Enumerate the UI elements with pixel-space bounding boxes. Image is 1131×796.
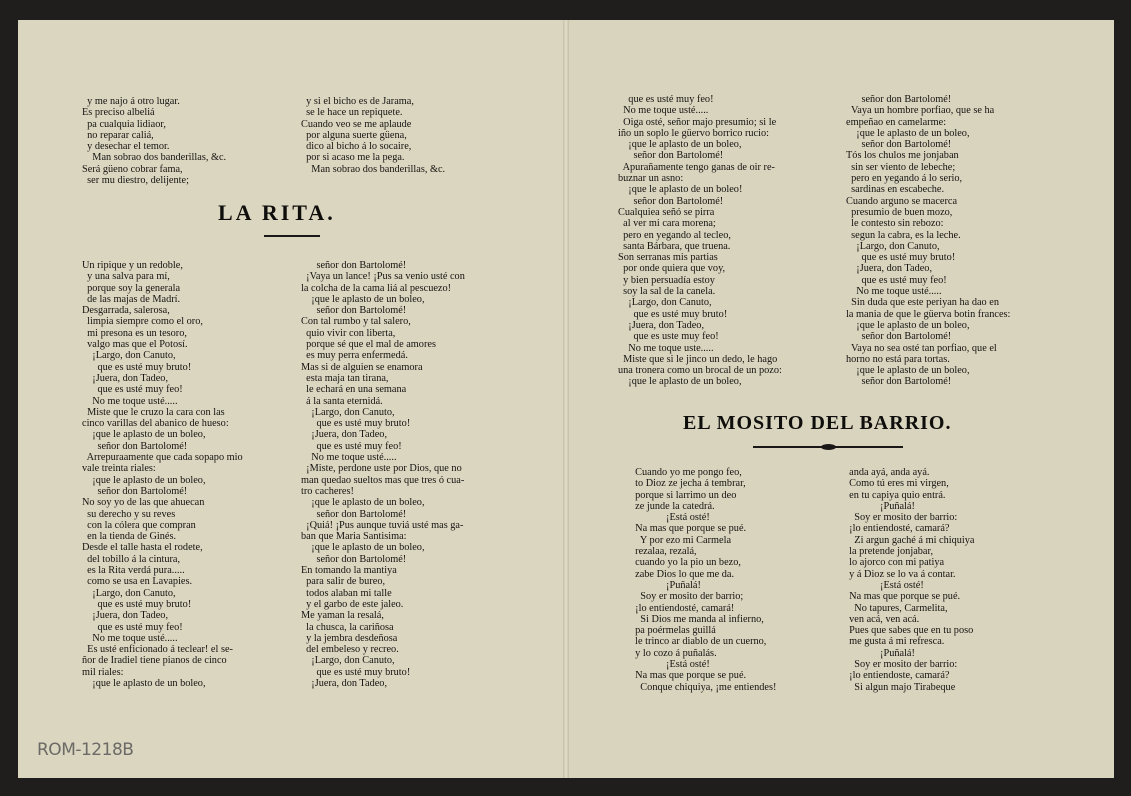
verse-line: Pues que sabes que en tu poso [844,625,974,637]
left-col1-verse [82,260,243,689]
verse-line: por alguna suerte güena, [301,129,407,141]
verse-line: to Dioz ze jecha á tembrar, [630,478,746,490]
right-col1-top-verse [618,94,782,388]
verse-line: Soy er mosito der barrio: [844,512,958,524]
verse-line: ¡que le aplasto de un boleo! [618,184,743,196]
verse-line: Sin duda que este periyan ha dao en [846,297,999,309]
verse-line: ¡Vaya un lance! ¡Pus sa venio usté con [301,271,465,283]
verse-line: valgo mas que el Potosí. [82,339,188,351]
verse-line: Desgarrada, salerosa, [82,305,170,317]
verse-line: sardinas en escabeche. [846,184,945,196]
verse-line: sin ser viento de lebeche; [846,161,956,173]
verse-line: vale treinta riales: [82,463,156,475]
verse-line: ¡que le aplasto de un boleo, [301,497,425,509]
verse-line: lo ajorco con mi patiya [844,557,945,569]
verse-line: ¡Largo, don Canuto, [82,350,176,362]
verse-line: y bien persuadía estoy [618,274,715,286]
verse-line: Y por ezo mi Carmela [630,534,732,546]
verse-line: y una salva para mí, [82,271,170,283]
verse-line: se le hace un repiquete. [301,107,403,119]
verse-line: ¡Juera, don Tadeo, [82,372,169,384]
verse-line: rezalaa, rezalá, [630,546,697,558]
verse-line: ¡lo entiendosté, camará! [630,602,735,614]
verse-line: Desde el talle hasta el rodete, [82,542,203,554]
verse-line: mil riales: [82,666,124,678]
right-col2-verse [844,467,974,693]
title-rule-left [264,235,320,237]
verse-line: iño un soplo le güervo borrico rucio: [618,127,769,139]
verse-line: en tu capiya quio entrá. [844,489,946,501]
verse-line: que es usté muy bruto! [82,361,192,373]
verse-line: una tronera como un brocal de un pozo: [618,365,782,377]
verse-line: me gusta á mi refresca. [844,636,945,648]
verse-line: ¡Juera, don Tadeo, [618,319,705,331]
verse-line: ser mu diestro, delijente; [82,175,189,187]
verse-line: para salir de bureo, [301,576,386,588]
verse-line: pa cualquia lidiaor, [82,118,166,130]
verse-line: y el garbo de este jaleo. [301,598,404,610]
verse-line: zabe Dios lo que me da. [630,568,735,580]
verse-line: ¡lo entiendosté, camará? [844,523,950,535]
verse-line: que es usté muy feo! [82,621,183,633]
verse-line: quio vivir con liberta, [301,327,396,339]
verse-line: Es usté enficionado á teclear! el se- [82,644,233,656]
verse-line: Soy er mosito der barrio: [844,659,958,671]
verse-line: esta maja tan tirana, [301,372,389,384]
verse-line: pero en yegando al tecleo, [618,229,731,241]
verse-line: cuando yo la pio un bezo, [630,557,741,569]
verse-line: dico al bicho á lo socaire, [301,141,412,153]
verse-line: Mas si de alguien se enamora [301,361,423,373]
verse-line: porque soy la generala [82,282,181,294]
verse-line: y si el bicho es de Jarama, [301,96,414,107]
verse-line: ¡que le aplasto de un boleo, [846,127,970,139]
verse-line: mi presona es un tesoro, [82,327,187,339]
verse-line: Cualquiea señó se pirra [618,206,715,218]
verse-line: y me najo á otro lugar. [82,96,180,107]
verse-line: en la tienda de Ginés. [82,531,177,543]
verse-line: porque sé que el mal de amores [301,339,436,351]
verse-line: señor don Bartolomé! [82,440,188,452]
verse-line: señor don Bartolomé! [618,150,724,162]
verse-line: y desechar el temor. [82,141,170,153]
verse-line: No me toque usté..... [82,632,178,644]
verse-line: ven acá, ven acá. [844,613,920,625]
el-mosito-title: EL MOSITO DEL BARRIO. [683,412,952,434]
verse-line: le echará en una semana [301,384,407,396]
verse-line: Conque chiquiya, ¡me entiendes! [630,681,777,693]
verse-line: señor don Bartolomé! [301,553,407,565]
verse-line: Si algun majo Tirabeque [844,681,956,693]
verse-line: que es usté muy bruto! [301,418,411,430]
verse-line: ¡Largo, don Canuto, [301,406,395,418]
verse-line: que es usté muy bruto! [618,308,728,320]
verse-line: ¡Está osté! [630,659,710,671]
verse-line: ¡que le aplasto de un boleo, [82,677,206,689]
verse-line: ¡que le aplasto de un boleo, [618,376,742,388]
verse-line: que es usté muy bruto! [82,598,192,610]
verse-line: como se usa en Lavapies. [82,576,193,588]
verse-line: Zi argun gaché á mi chiquiya [844,534,975,546]
verse-line: y la jembra desdeñosa [301,632,398,644]
verse-line: anda ayá, anda ayá. [844,467,930,478]
verse-line: segun la cabra, es la leche. [846,229,961,241]
verse-line: ¡Largo, don Canuto, [618,297,712,309]
verse-line: presumio de buen mozo, [846,206,953,218]
verse-line: No me toque uste..... [618,342,714,354]
page-fold [563,20,569,778]
verse-line: la colcha de la cama liá al pescuezo! [301,282,452,294]
verse-line: Vaya no sea osté tan porfiao, que el [846,342,997,354]
verse-line: En tomando la mantiya [301,565,397,577]
title-rule-right [753,446,903,448]
verse-line: es muy perra enfermedá. [301,350,408,362]
verse-line: y á Dioz se lo va á contar. [844,568,956,580]
verse-line: señor don Bartolomé! [82,485,188,497]
verse-line: Miste que le cruzo la cara con las [82,406,225,418]
verse-line: Será güeno cobrar fama, [82,163,183,175]
verse-line: ñor de Iradiel tiene pianos de cinco [82,655,227,667]
right-col1-verse [630,467,776,693]
verse-line: porque si larrimo un deo [630,489,737,501]
verse-line: soy la sal de la canela. [618,286,716,298]
verse-line: que es usté muy feo! [301,440,402,452]
verse-line: ¡Largo, don Canuto, [846,240,940,252]
verse-line: que es usté muy feo! [846,274,947,286]
verse-line: del embeleso y recreo. [301,644,399,656]
verse-line: no reparar caliá, [82,129,154,141]
verse-line: la pretende jonjabar, [844,546,934,558]
verse-line: ¡Juera, don Tadeo, [846,263,933,275]
verse-line: ¡Juera, don Tadeo, [82,610,169,622]
verse-line: señor don Bartolomé! [301,508,407,520]
verse-line: señor don Bartolomé! [846,331,952,343]
verse-line: Cuando arguno se macerca [846,195,958,207]
verse-line: pa poérmelas guillá [630,625,716,637]
verse-line: man quedao sueltos mas que tres ó cua- [301,474,465,486]
verse-line: la chusca, la cariñosa [301,621,394,633]
verse-line: ¡Puñalá! [844,500,915,512]
verse-line: ¡Largo, don Canuto, [301,655,395,667]
verse-line: por si acaso me la pega. [301,152,405,164]
verse-line: ¡que le aplasto de un boleo, [82,474,206,486]
verse-line: tro cacheres! [301,485,354,497]
verse-line: No me toque usté..... [618,105,709,117]
verse-line: ¡Puñalá! [844,647,915,659]
verse-line: señor don Bartolomé! [301,305,407,317]
la-rita-title: LA RITA. [218,200,336,225]
verse-line: No tapures, Carmelita, [844,602,948,614]
verse-line: Si Dios me manda al infierno, [630,613,764,625]
verse-line: ¡que le aplasto de un boleo, [618,139,742,151]
archive-stamp: ROM-1218B [37,740,134,760]
verse-line: señor don Bartolomé! [618,195,724,207]
verse-line: Tós los chulos me jonjaban [846,150,959,162]
verse-line: Es preciso albeliá [82,107,155,119]
verse-line: señor don Bartolomé! [301,260,407,271]
verse-line: Me yaman la resalá, [301,610,384,622]
verse-line: Miste que si le jinco un dedo, le hago [618,353,778,365]
verse-line: horno no está para tortas. [846,353,950,365]
verse-line: ¡que le aplasto de un boleo, [82,429,206,441]
verse-line: ¡Está osté! [630,512,710,524]
left-col2-verse [301,260,465,689]
verse-line: ¡que le aplasto de un boleo, [846,365,970,377]
verse-line: Vaya un hombre porfiao, que se ha [846,105,995,117]
verse-line: limpia siempre como el oro, [82,316,203,328]
left-col1-top-verse [82,96,226,186]
verse-line: santa Bárbara, que truena. [618,240,731,252]
verse-line: la mania de que le güerva botin frances: [846,308,1011,320]
verse-line: con la cólera que compran [82,519,196,531]
verse-line: al ver mi cara morena; [618,218,716,230]
verse-line: ¡Quiá! ¡Pus aunque tuviá usté mas ga- [301,519,464,531]
verse-line: cinco varillas del abanico de hueso: [82,418,229,430]
verse-line: de las majas de Madrí. [82,293,181,305]
verse-line: ¡que le aplasto de un boleo, [301,542,425,554]
verse-line: Un ripique y un redoble, [82,260,183,271]
verse-line: ¡que le aplasto de un boleo, [846,319,970,331]
verse-line: Na mas que porque se pué. [630,670,747,682]
verse-line: Apurañamente tengo ganas de oir re- [618,161,775,173]
verse-line: Cuando yo me pongo feo, [630,467,742,478]
verse-line: Na mas que porque se pué. [630,523,747,535]
verse-line: todos alaban mi talle [301,587,392,599]
verse-line: Arrepuraamente que cada sopapo mio [82,452,243,464]
verse-line: Man sobrao dos banderillas, &c. [301,163,446,175]
verse-line: No soy yo de las que ahuecan [82,497,205,509]
verse-line: ban que Maria Santisima: [301,531,407,543]
verse-line: Man sobrao dos banderillas, &c. [82,152,227,164]
verse-line: No me toque usté..... [82,395,178,407]
verse-line: No me toque usté..... [301,452,397,464]
verse-line: á la santa eternidá. [301,395,383,407]
verse-line: su derecho y su reves [82,508,176,520]
verse-line: por onde quiera que voy, [618,263,726,275]
verse-line: ¡Juera, don Tadeo, [301,677,388,689]
printed-sheet [18,20,1114,778]
verse-line: que es usté muy bruto! [846,252,956,264]
verse-line: ¡Largo, don Canuto, [82,587,176,599]
verse-line: del tobillo á la cintura, [82,553,181,565]
right-col2-top-verse [846,94,1010,388]
verse-line: Con tal rumbo y tal salero, [301,316,411,328]
verse-line: señor don Bartolomé! [846,94,952,105]
verse-line: Son serranas mis partias [618,252,718,264]
verse-line: ¡Miste, perdone uste por Dios, que no [301,463,462,475]
verse-line: le trinco ar diablo de un cuerno, [630,636,767,648]
verse-line: señor don Bartolomé! [846,139,952,151]
verse-line: y lo cozo á puñalás. [630,647,717,659]
verse-line: señor don Bartolomé! [846,376,952,388]
verse-line: Oiga osté, señor majo presumio; si le [618,116,777,128]
verse-line: que es usté muy feo! [618,94,714,105]
verse-line: Soy er mosito der barrio; [630,591,744,603]
verse-line: que es usté muy feo! [82,384,183,396]
verse-line: ¡que le aplasto de un boleo, [301,293,425,305]
verse-line: ¡Juera, don Tadeo, [301,429,388,441]
verse-line: ¡Puñalá! [630,579,701,591]
verse-line: le contesto sin rebozo: [846,218,944,230]
verse-line: Como tú eres mi virgen, [844,478,949,490]
verse-line: que es uste muy feo! [618,331,719,343]
verse-line: empeñao en camelarme: [846,116,947,128]
verse-line: No me toque usté..... [846,286,942,298]
verse-line: que es usté muy bruto! [301,666,411,678]
verse-line: pero en yegando á lo serio, [846,173,963,185]
verse-line: es la Rita verdá pura..... [82,565,185,577]
verse-line: Cuando veo se me aplaude [301,118,412,130]
verse-line: ¡Está osté! [844,579,924,591]
left-col2-top-verse [301,96,445,175]
verse-line: Na mas que porque se pué. [844,591,961,603]
verse-line: ze junde la catedrá. [630,500,715,512]
verse-line: buznar un asno: [618,173,684,185]
verse-line: ¡lo entiendoste, camará? [844,670,950,682]
